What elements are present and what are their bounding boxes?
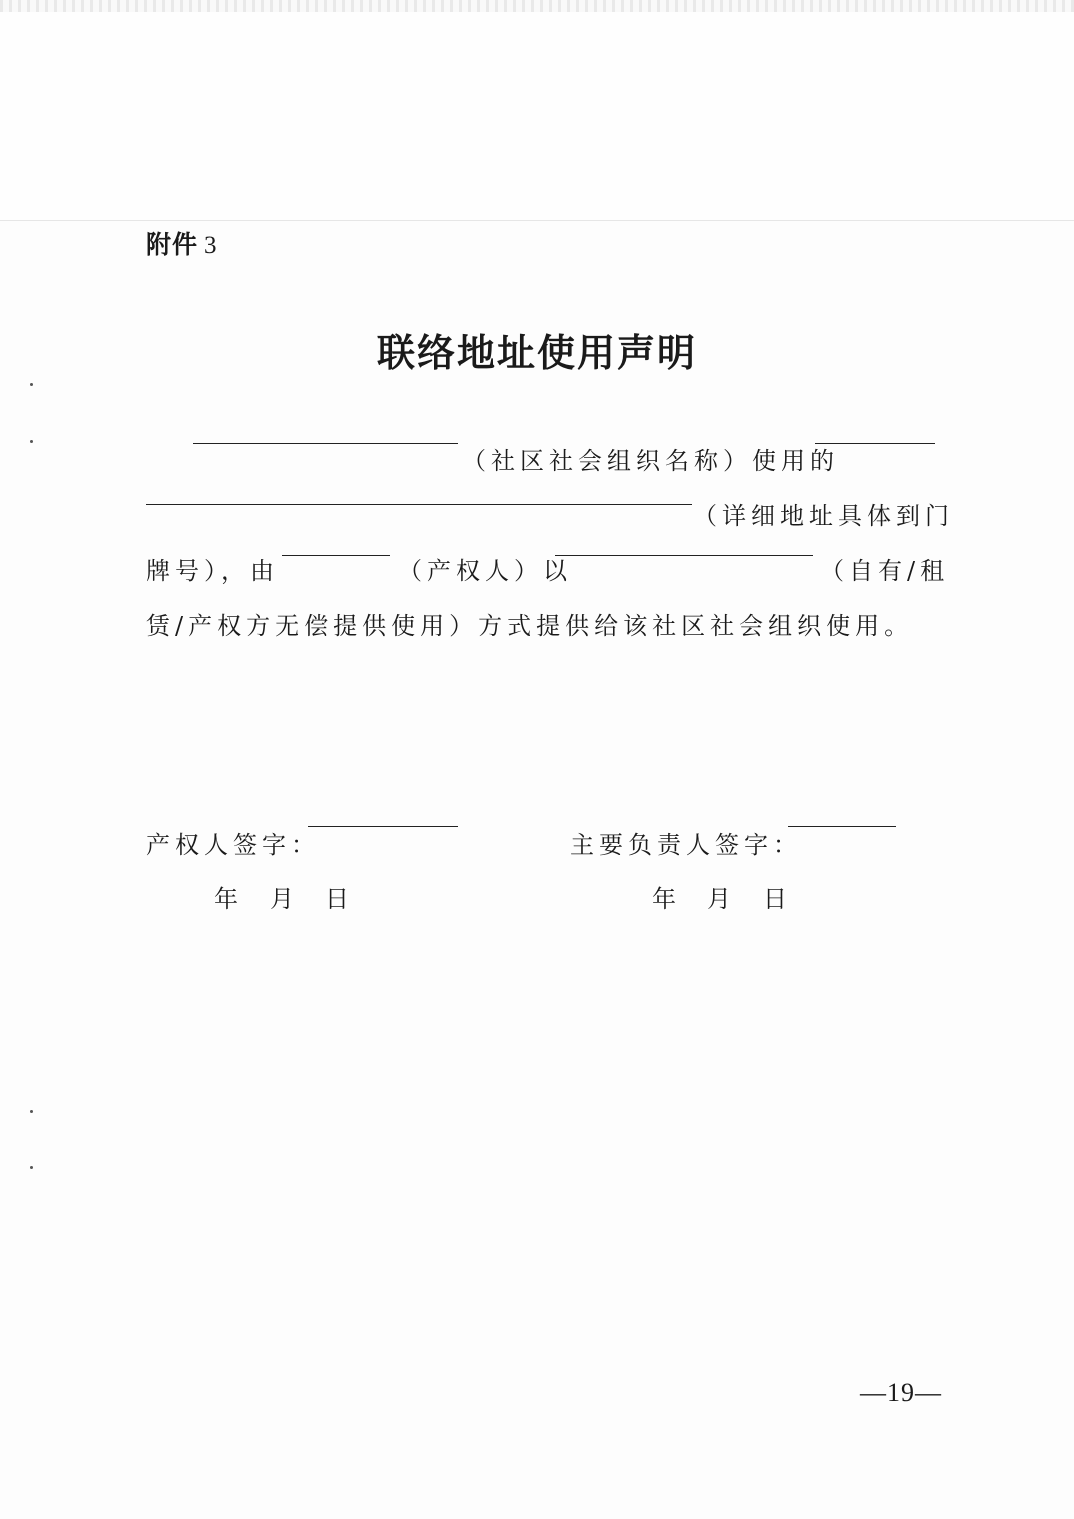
scan-speck — [30, 383, 33, 386]
owner-date-day: 日 — [325, 885, 349, 913]
usage-method-blank[interactable] — [555, 555, 813, 556]
organization-name-label: （社区社会组织名称）使用的 — [462, 447, 839, 475]
attachment-heading — [146, 225, 218, 261]
property-owner-label: （产权人）以 — [398, 557, 572, 585]
attachment-number: 3 — [204, 232, 218, 259]
address-detail-label: （详细地址具体到门 — [693, 502, 954, 530]
organization-name-blank[interactable] — [193, 443, 458, 444]
scan-speck — [30, 1166, 33, 1169]
house-number-label: 牌号），由 — [146, 557, 279, 585]
usage-method-options-label: （自有/租 — [820, 557, 950, 585]
leader-signature-label: 主要负责人签字： — [570, 831, 802, 859]
page-number: —19— — [860, 1378, 942, 1407]
leader-date-day: 日 — [763, 885, 787, 913]
owner-date-year: 年 — [214, 885, 238, 913]
leader-date-month: 月 — [707, 885, 731, 913]
attachment-label: 附件 — [146, 230, 199, 259]
address-blank-part1[interactable] — [815, 443, 935, 444]
owner-date-month: 月 — [270, 885, 294, 913]
scan-edge-noise — [0, 0, 1074, 12]
property-owner-blank[interactable] — [282, 555, 390, 556]
scan-speck — [30, 1110, 33, 1113]
document-title: 联络地址使用声明 — [376, 331, 697, 375]
scan-top-band — [0, 0, 1074, 221]
address-blank-part2[interactable] — [146, 504, 692, 505]
scan-speck — [30, 440, 33, 443]
leader-date-year: 年 — [652, 885, 676, 913]
usage-statement-text: 赁/产权方无偿提供使用）方式提供给该社区社会组织使用。 — [146, 612, 914, 640]
owner-signature-blank[interactable] — [308, 826, 458, 827]
owner-signature-label: 产权人签字： — [146, 831, 320, 859]
leader-signature-blank[interactable] — [788, 826, 896, 827]
